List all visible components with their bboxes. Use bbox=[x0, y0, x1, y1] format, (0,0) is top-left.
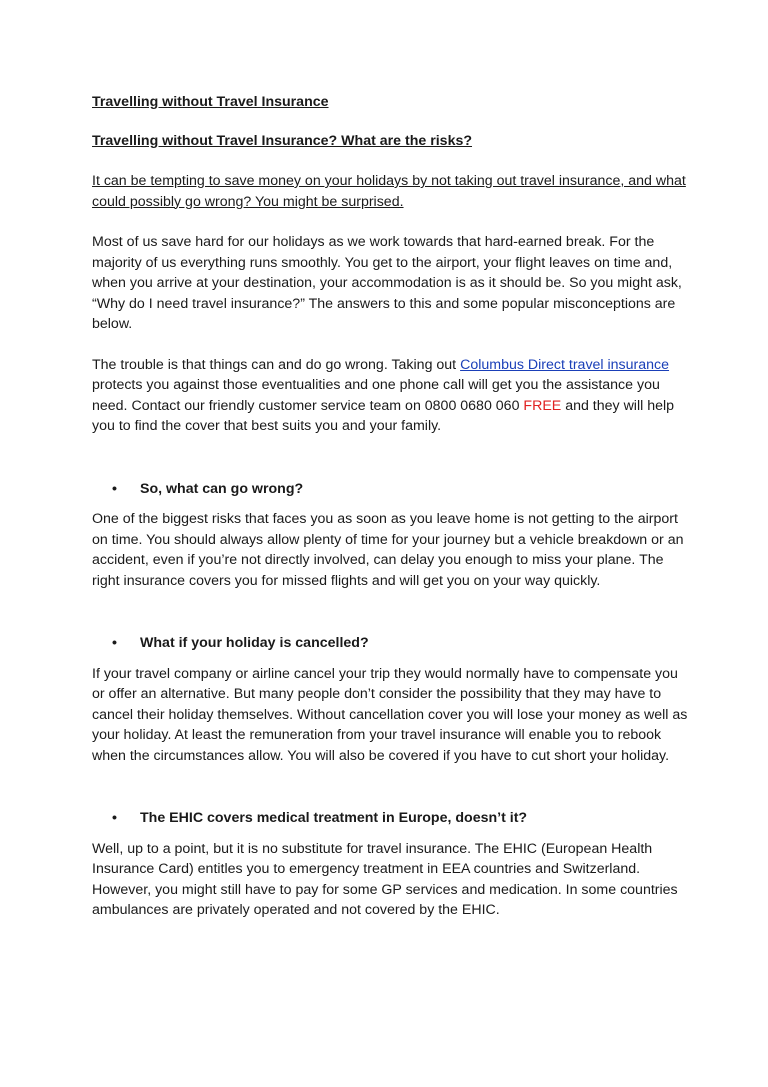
bullet-icon: • bbox=[112, 635, 117, 651]
section-heading-text: So, what can go wrong? bbox=[140, 480, 304, 497]
spacer bbox=[92, 457, 692, 479]
spacer bbox=[92, 611, 692, 633]
section-body-2: If your travel company or airline cancel your trip they would normally have to compensate you or offer an alternative. But many people don’t consider the possibility that they may have to cancel their holiday themselves. Without cancellation cover you will lose your money as well as your holiday. At least the remuneration from your travel insurance will enable you to rebook when the circumstances allow. You will also be covered if you have to cut short your holiday. bbox=[92, 665, 688, 764]
document-title: Travelling without Travel Insurance bbox=[92, 94, 329, 110]
paragraph-2-text-c: and they will help you to find the cover that best suits you and your family. bbox=[92, 397, 675, 434]
section-body-3: Well, up to a point, but it is no substitute for travel insurance. The EHIC (European Health Insurance Card) entitles you to emergency treatment in EEA countries and Switzerland. However, you might still have to pay for some GP services and medication. In some countries ambulances are privately operated and not covered by the EHIC. bbox=[92, 840, 678, 918]
paragraph-2-text-a: The trouble is that things can and do go wrong. Taking out bbox=[92, 356, 461, 373]
section-heading-3 bbox=[92, 808, 692, 829]
section-heading-text: The EHIC covers medical treatment in Europe, doesn’t it? bbox=[140, 810, 528, 826]
section-heading-1 bbox=[92, 479, 692, 500]
intro-paragraph: It can be tempting to save money on your holidays by not taking out travel insurance, and what could possibly go wrong? You might be surprised. bbox=[92, 173, 686, 210]
document-page bbox=[92, 92, 692, 941]
section-body-1: One of the biggest risks that faces you as soon as you leave home is not getting to the airport on time. You should always allow plenty of time for your journey but a vehicle breakdown or an accident, even if you’re not directly involved, can delay you enough to miss your plane. The right insurance covers you for missed flights and will get you on your way quickly. bbox=[92, 511, 684, 589]
spacer bbox=[92, 786, 692, 808]
bullet-icon: • bbox=[112, 480, 117, 497]
paragraph-1: Most of us save hard for our holidays as we work towards that hard-earned break. For the majority of us everything runs smoothly. You get to the airport, your flight leaves on time and, when you arrive at your destination, your accommodation is as it should be. So you might ask, “Why do I need travel insurance?” The answers to this and some popular misconceptions are below. bbox=[92, 234, 682, 332]
section-heading-text: What if your holiday is cancelled? bbox=[140, 635, 369, 651]
free-label: FREE bbox=[523, 397, 562, 414]
section-heading-2 bbox=[92, 633, 692, 654]
paragraph-2 bbox=[92, 355, 692, 437]
bullet-icon: • bbox=[112, 810, 117, 826]
paragraph-2-text-b: protects you against those eventualities and one phone call will get you the assistance you need. Contact our friendly customer service team on 0800 0680 060 bbox=[92, 377, 660, 414]
document-subtitle: Travelling without Travel Insurance? What are the risks? bbox=[92, 132, 473, 149]
columbus-direct-link[interactable]: Columbus Direct travel insurance bbox=[460, 356, 670, 373]
